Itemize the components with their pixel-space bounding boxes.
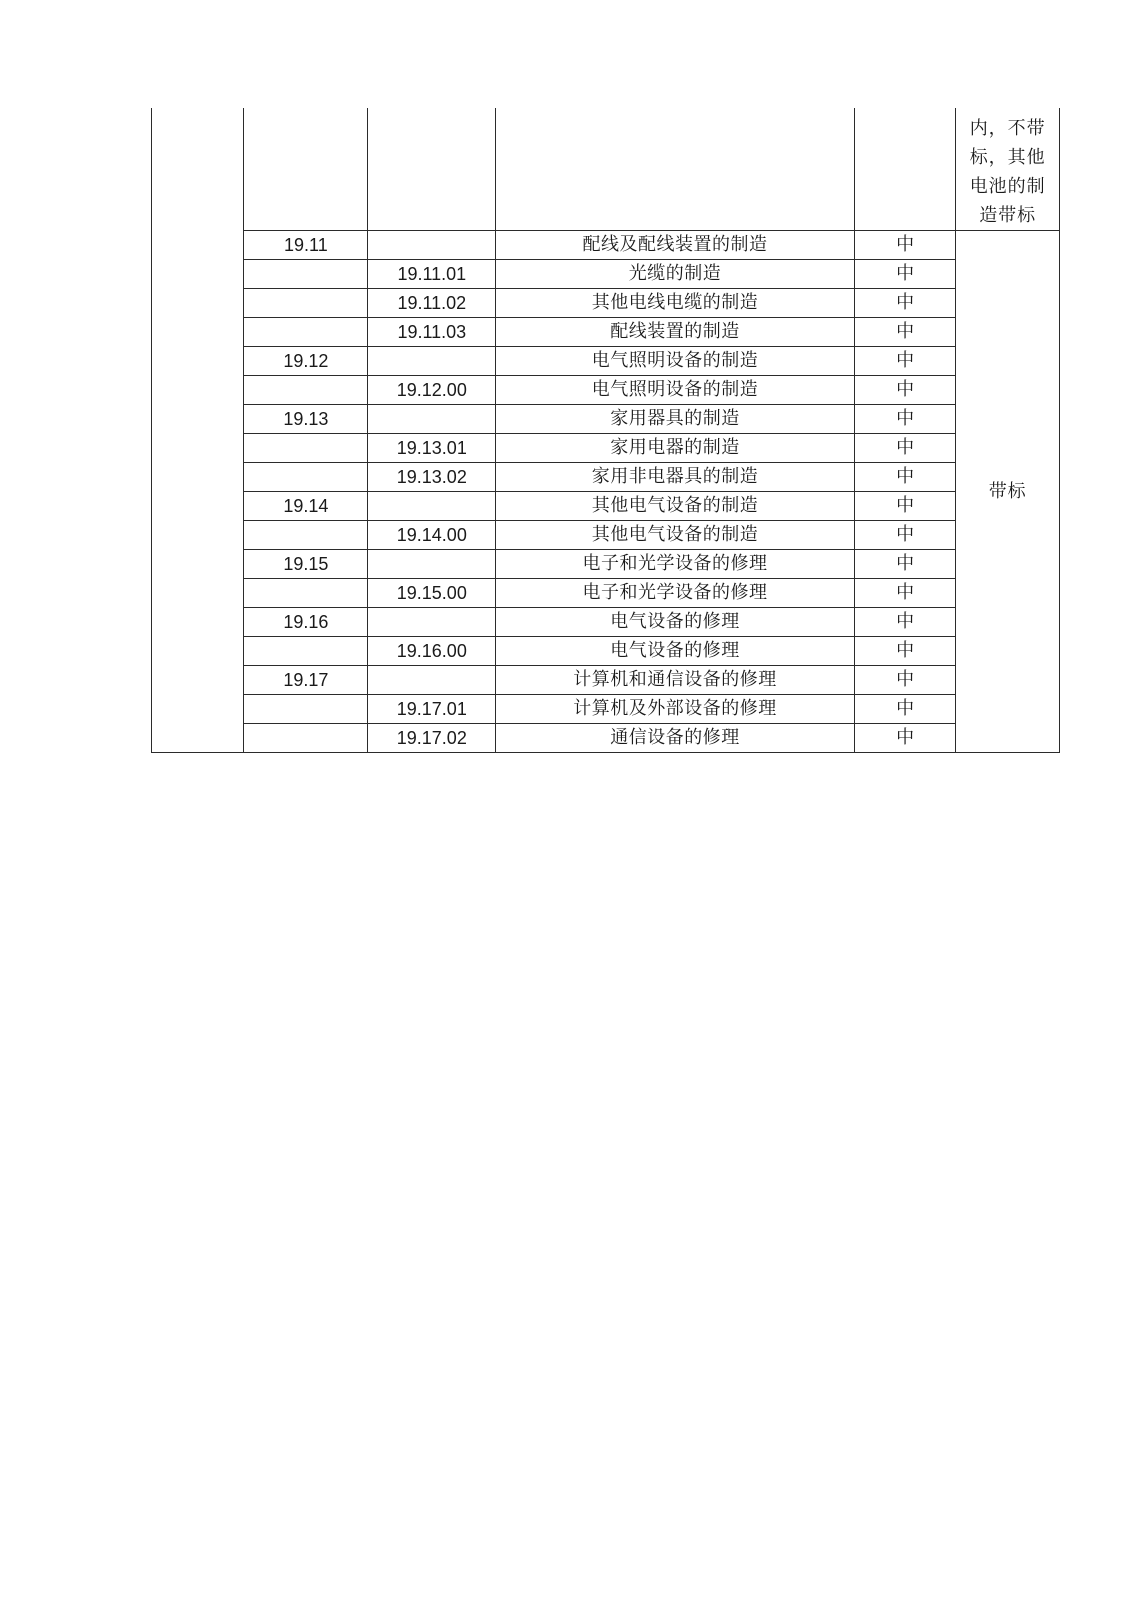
group-code-cell: 19.14 [244,492,368,521]
table-row [152,434,1060,463]
table-row [152,318,1060,347]
table-body [152,108,1060,753]
grade-cell: 中 [854,376,956,405]
category-cell [152,108,244,753]
item-code-cell: 19.16.00 [368,637,496,666]
grade-cell: 中 [854,579,956,608]
grade-cell: 中 [854,318,956,347]
item-name-cell: 电气照明设备的制造 [496,347,855,376]
item-code-cell: 19.14.00 [368,521,496,550]
table-row [152,231,1060,260]
table-row [152,492,1060,521]
item-name-cell [496,108,855,231]
table-row [152,724,1060,753]
item-name-cell: 计算机及外部设备的修理 [496,695,855,724]
item-name-cell: 家用器具的制造 [496,405,855,434]
grade-cell [854,108,956,231]
item-name-cell: 光缆的制造 [496,260,855,289]
grade-cell: 中 [854,260,956,289]
item-name-cell: 其他电气设备的制造 [496,521,855,550]
item-code-cell [368,231,496,260]
table-row [152,289,1060,318]
table-row [152,695,1060,724]
item-code-cell [368,108,496,231]
grade-cell: 中 [854,434,956,463]
group-code-cell: 19.17 [244,666,368,695]
grade-cell: 中 [854,695,956,724]
item-code-cell: 19.13.02 [368,463,496,492]
table-row [152,521,1060,550]
item-name-cell: 电气设备的修理 [496,637,855,666]
note-line: 内，不带 [969,118,1046,139]
note-line: 造带标 [979,205,1037,226]
item-code-cell: 19.17.01 [368,695,496,724]
table-row [152,260,1060,289]
item-name-cell: 其他电气设备的制造 [496,492,855,521]
group-code-cell [244,637,368,666]
group-code-cell: 19.11 [244,231,368,260]
note-line: 标，其他 [969,147,1046,168]
note-continuation-cell [956,108,1060,231]
item-code-cell [368,347,496,376]
item-code-cell [368,608,496,637]
table-row [152,405,1060,434]
grade-cell: 中 [854,637,956,666]
group-code-cell: 19.13 [244,405,368,434]
group-code-cell [244,108,368,231]
item-name-cell: 电子和光学设备的修理 [496,550,855,579]
group-code-cell: 19.12 [244,347,368,376]
grade-cell: 中 [854,724,956,753]
note-cell: 带标 [956,231,1060,753]
group-code-cell [244,724,368,753]
group-code-cell [244,376,368,405]
item-code-cell [368,405,496,434]
group-code-cell [244,260,368,289]
item-code-cell [368,492,496,521]
item-code-cell: 19.17.02 [368,724,496,753]
grade-cell: 中 [854,608,956,637]
group-code-cell [244,521,368,550]
item-code-cell: 19.11.01 [368,260,496,289]
item-code-cell: 19.12.00 [368,376,496,405]
item-code-cell: 19.13.01 [368,434,496,463]
grade-cell: 中 [854,231,956,260]
grade-cell: 中 [854,492,956,521]
table-row [152,550,1060,579]
group-code-cell [244,318,368,347]
item-name-cell: 计算机和通信设备的修理 [496,666,855,695]
item-name-cell: 配线装置的制造 [496,318,855,347]
grade-cell: 中 [854,347,956,376]
table-row [152,347,1060,376]
item-name-cell: 电气照明设备的制造 [496,376,855,405]
table-row [152,608,1060,637]
group-code-cell [244,463,368,492]
item-name-cell: 家用电器的制造 [496,434,855,463]
grade-cell: 中 [854,666,956,695]
continuation-row [152,108,1060,231]
item-name-cell: 电气设备的修理 [496,608,855,637]
grade-cell: 中 [854,405,956,434]
group-code-cell [244,695,368,724]
industry-code-table [151,108,1060,753]
table-row [152,637,1060,666]
item-code-cell: 19.15.00 [368,579,496,608]
item-code-cell [368,666,496,695]
item-name-cell: 其他电线电缆的制造 [496,289,855,318]
group-code-cell: 19.15 [244,550,368,579]
group-code-cell [244,579,368,608]
table-row [152,666,1060,695]
item-code-cell: 19.11.03 [368,318,496,347]
group-code-cell [244,434,368,463]
item-name-cell: 通信设备的修理 [496,724,855,753]
item-code-cell: 19.11.02 [368,289,496,318]
item-name-cell: 家用非电器具的制造 [496,463,855,492]
grade-cell: 中 [854,550,956,579]
group-code-cell [244,289,368,318]
item-name-cell: 配线及配线装置的制造 [496,231,855,260]
grade-cell: 中 [854,463,956,492]
item-code-cell [368,550,496,579]
table-row [152,463,1060,492]
table-row [152,579,1060,608]
grade-cell: 中 [854,289,956,318]
item-name-cell: 电子和光学设备的修理 [496,579,855,608]
group-code-cell: 19.16 [244,608,368,637]
note-line: 电池的制 [969,176,1046,197]
table-row [152,376,1060,405]
grade-cell: 中 [854,521,956,550]
